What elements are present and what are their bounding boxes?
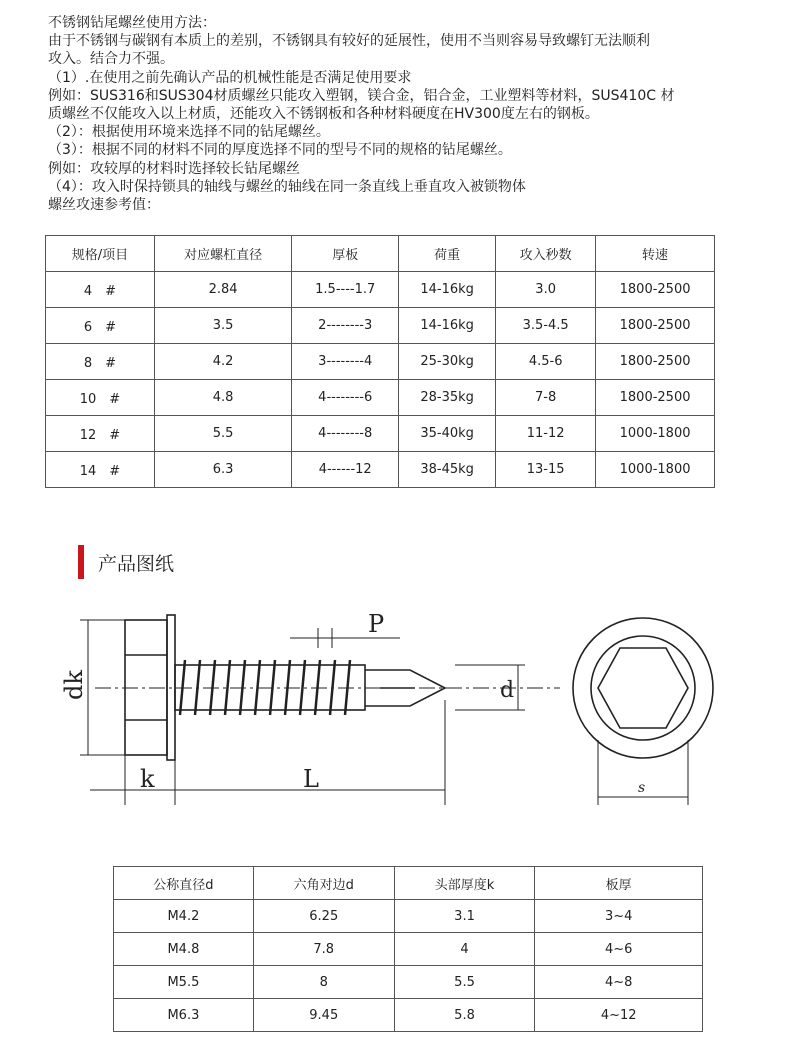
table-cell: 9.45 [253,999,394,1032]
table-cell: 5.5 [394,966,535,999]
table-cell: 14-16kg [399,272,496,308]
table-row [114,999,703,1032]
table-cell: 14 # [46,452,155,488]
header-row [114,867,703,900]
intro-line: （2）：根据使用环境来选择不同的钻尾螺丝。 [48,124,330,141]
table-cell: 3.1 [394,900,535,933]
table-cell: 13-15 [496,452,596,488]
table-cell: 12 # [46,416,155,452]
table-row [114,966,703,999]
table-cell: 2.84 [154,272,291,308]
table-row [114,933,703,966]
label-l: L [303,765,319,793]
table-cell: 5.8 [394,999,535,1032]
table-cell: 1000-1800 [596,452,715,488]
table-cell: 4.2 [154,344,291,380]
intro-line: 不锈钢钻尾螺丝使用方法： [48,15,216,31]
table-cell: 4~12 [535,999,703,1032]
table-cell: 4.5-6 [496,344,596,380]
table-cell: 1800-2500 [596,308,715,344]
section-title: 产品图纸 [98,552,175,575]
intro-line: 由于不锈钢与碳钢有本质上的差别，不锈钢具有较好的延展性，使用不当则容易导致螺钉无法顺利 [48,33,650,50]
table-cell: 14-16kg [399,308,496,344]
table-cell: M5.5 [114,966,254,999]
header-cell: 攻入秒数 [496,236,596,272]
intro-line: 例如：攻较厚的材料时选择较长钻尾螺丝 [48,160,300,177]
table-cell: 1800-2500 [596,344,715,380]
header-cell: 转速 [596,236,715,272]
table-cell: 4 [394,933,535,966]
intro-line: 例如：SUS316和SUS304材质螺丝只能攻入塑钢，镁合金，铝合金，工业塑料等材料，SUS410C 材 [48,87,675,104]
table-cell: 7.8 [253,933,394,966]
table-cell: 5.5 [154,416,291,452]
intro-line: 质螺丝不仅能攻入以上材质，还能攻入不锈钢板和各种材料硬度在HV300度左右的钢板。 [48,106,599,123]
table-cell: 10 # [46,380,155,416]
table-cell: M6.3 [114,999,254,1032]
hex-outline [598,648,688,728]
table-cell: 4--------6 [292,380,399,416]
intro-line: （1）.在使用之前先确认产品的机械性能是否满足使用要求 [48,69,412,86]
label-d: d [500,678,515,703]
header-cell: 荷重 [399,236,496,272]
table-cell: 11-12 [496,416,596,452]
head-end-view [573,618,713,758]
intro-line: （4）：攻入时保持锁具的轴线与螺丝的轴线在同一条直线上垂直攻入被锁物体 [48,178,526,195]
table-cell: M4.2 [114,900,254,933]
table-cell: 4------12 [292,452,399,488]
header-cell: 板厚 [535,867,703,900]
label-k: k [140,765,155,793]
table-cell: 7-8 [496,380,596,416]
table-cell: 1800-2500 [596,380,715,416]
dimension-table [113,866,703,1032]
table-cell: 4--------8 [292,416,399,452]
table-cell: M4.8 [114,933,254,966]
header-cell: 对应螺杠直径 [154,236,291,272]
table-cell: 4 # [46,272,155,308]
table-cell: 4.8 [154,380,291,416]
table-cell: 6.3 [154,452,291,488]
header-cell: 厚板 [292,236,399,272]
table-cell: 1000-1800 [596,416,715,452]
table-cell: 3~4 [535,900,703,933]
intro-line: （3）：根据不同的材料不同的厚度选择不同的型号不同的规格的钻尾螺丝。 [48,142,512,159]
table-cell: 3--------4 [292,344,399,380]
table-cell: 4~6 [535,933,703,966]
intro-line: 螺丝攻速参考值： [48,197,160,214]
table-cell: 8 [253,966,394,999]
header-cell: 公称直径d [114,867,254,900]
table-cell: 25-30kg [399,344,496,380]
table-cell: 38-45kg [399,452,496,488]
table-cell: 3.0 [496,272,596,308]
table-cell: 2--------3 [292,308,399,344]
table-row [114,900,703,933]
label-dk: dk [60,670,88,700]
table-cell: 6.25 [253,900,394,933]
table-cell: 4~8 [535,966,703,999]
table-cell: 8 # [46,344,155,380]
table-cell: 3.5 [154,308,291,344]
label-s: s [638,780,646,796]
table-cell: 3.5-4.5 [496,308,596,344]
header-cell: 六角对边d [253,867,394,900]
header-cell: 规格/项目 [46,236,155,272]
table-cell: 1800-2500 [596,272,715,308]
table-cell: 28-35kg [399,380,496,416]
header-cell: 头部厚度k [394,867,535,900]
label-p: P [368,610,385,638]
table-cell: 35-40kg [399,416,496,452]
table-cell: 1.5----1.7 [292,272,399,308]
intro-line: 攻入。结合力不强。 [48,51,174,68]
table-cell: 6 # [46,308,155,344]
